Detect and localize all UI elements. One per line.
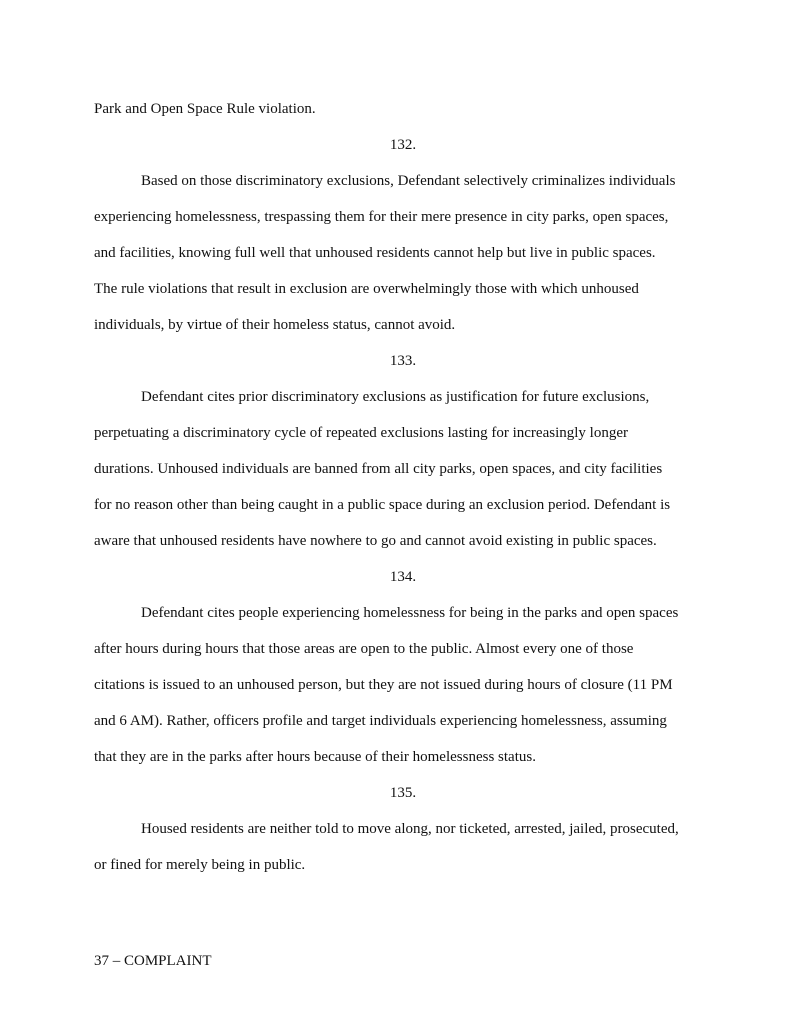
paragraph-number-133: 133. (389, 353, 417, 369)
paragraph-line: Park and Open Space Rule violation. (94, 101, 316, 117)
paragraph-number-132: 132. (389, 137, 417, 153)
paragraph-line: The rule violations that result in exclusion are overwhelmingly those with which unhoused (94, 281, 639, 297)
paragraph-line: and 6 AM). Rather, officers profile and target individuals experiencing homelessness, assuming (94, 713, 667, 729)
paragraph-line: or fined for merely being in public. (94, 857, 306, 873)
paragraph-line: experiencing homelessness, trespassing them for their mere presence in city parks, open spaces, (94, 209, 669, 225)
paragraph-line: Defendant cites people experiencing homelessness for being in the parks and open spaces (141, 605, 679, 621)
paragraph-line: Defendant cites prior discriminatory exclusions as justification for future exclusions, (141, 389, 650, 405)
paragraph-line: durations. Unhoused individuals are banned from all city parks, open spaces, and city facilities (94, 461, 663, 477)
paragraph-line: that they are in the parks after hours because of their homelessness status. (94, 749, 536, 765)
paragraph-number-135: 135. (389, 785, 417, 801)
paragraph-line: after hours during hours that those areas are open to the public. Almost every one of those (94, 641, 634, 657)
paragraph-line: for no reason other than being caught in a public space during an exclusion period. Defendant is (94, 497, 671, 513)
paragraph-line: Based on those discriminatory exclusions, Defendant selectively criminalizes individuals (141, 173, 676, 189)
paragraph-135 (94, 811, 712, 883)
page-footer: 37 – COMPLAINT (94, 953, 212, 969)
paragraph-134 (94, 595, 712, 775)
paragraph-132 (94, 163, 712, 343)
paragraph-line: individuals, by virtue of their homeless status, cannot avoid. (94, 317, 456, 333)
paragraph-line: Housed residents are neither told to move along, nor ticketed, arrested, jailed, prosecuted, (141, 821, 679, 837)
paragraph-line: perpetuating a discriminatory cycle of repeated exclusions lasting for increasingly longer (94, 425, 628, 441)
paragraph-number-134: 134. (389, 569, 417, 585)
document-body (94, 91, 712, 883)
paragraph-line: citations is issued to an unhoused person, but they are not issued during hours of closure (11 PM (94, 677, 673, 693)
paragraph-133 (94, 379, 712, 559)
paragraph-line: aware that unhoused residents have nowhere to go and cannot avoid existing in public spaces. (94, 533, 657, 549)
paragraph-line: and facilities, knowing full well that unhoused residents cannot help but live in public spaces. (94, 245, 656, 261)
intro-paragraph (94, 91, 712, 127)
